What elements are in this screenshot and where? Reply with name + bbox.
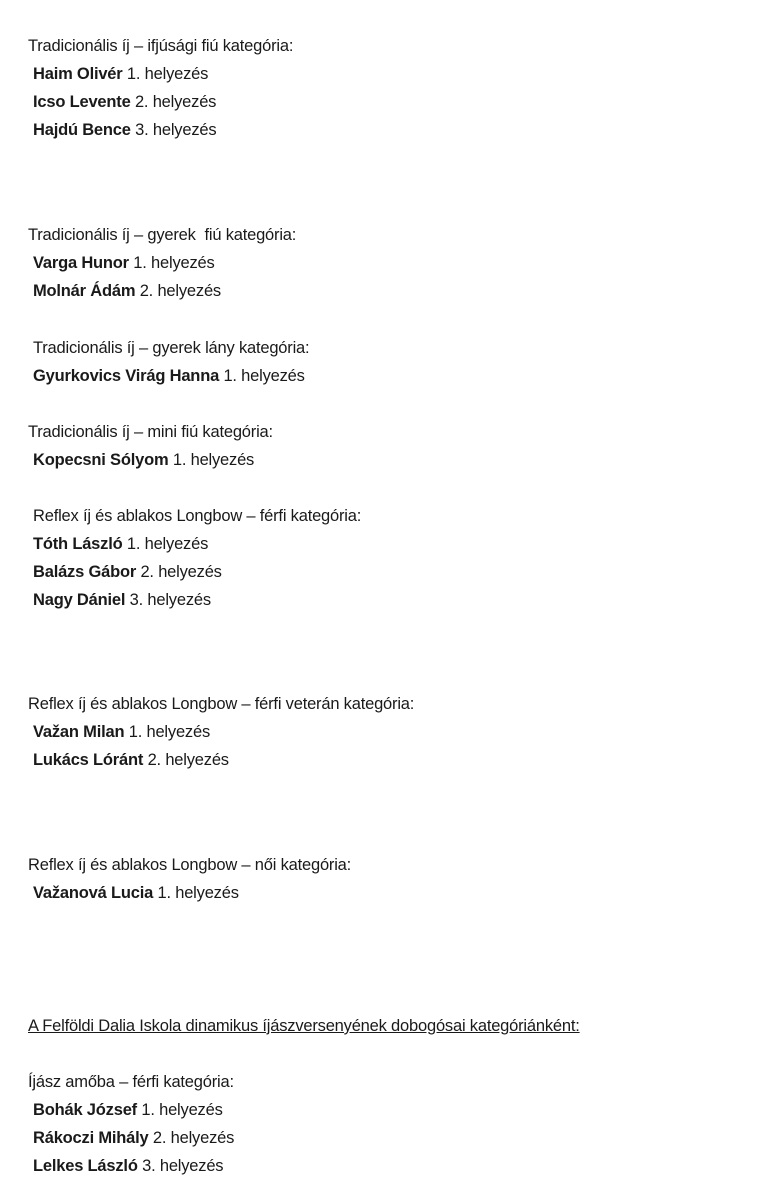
- placement: 3. helyezés: [129, 591, 211, 609]
- result-row: [33, 366, 305, 386]
- placement: 1. helyezés: [133, 254, 215, 272]
- placement: 1. helyezés: [141, 1101, 223, 1119]
- competitor-name: Tóth László: [33, 535, 123, 553]
- competitor-name: Gyurkovics Virág Hanna: [33, 367, 220, 385]
- category-heading: Tradicionális íj – mini fiú kategória:: [28, 423, 273, 441]
- placement: 3. helyezés: [135, 121, 217, 139]
- placement: 1. helyezés: [126, 65, 209, 83]
- competitor-name: Nagy Dániel: [33, 591, 126, 609]
- category-heading: Tradicionális íj – gyerek lány kategória:: [33, 339, 310, 357]
- placement: 2. helyezés: [152, 1129, 235, 1147]
- placement: 1. helyezés: [172, 451, 255, 469]
- competitor-name: Bohák József: [33, 1101, 137, 1119]
- result-row: [33, 253, 215, 273]
- section-title: A Felföldi Dalia Iskola dinamikus íjászversenyének dobogósai kategóriánként:: [28, 1017, 580, 1035]
- competitor-name: Molnár Ádám: [33, 282, 136, 300]
- placement: 3. helyezés: [142, 1157, 224, 1175]
- result-row: [33, 450, 254, 470]
- competitor-name: Kopecsni Sólyom: [33, 451, 169, 469]
- result-row: [33, 92, 216, 112]
- result-row: [33, 1100, 223, 1120]
- competitor-name: Lukács Lóránt: [33, 751, 144, 769]
- category-heading: Tradicionális íj – gyerek fiú kategória:: [28, 226, 297, 244]
- placement: 2. helyezés: [140, 563, 222, 581]
- result-row: [33, 281, 221, 301]
- result-row: [33, 534, 208, 554]
- category-heading: Íjász amőba – férfi kategória:: [28, 1073, 234, 1091]
- result-row: [33, 562, 222, 582]
- category-heading: Reflex íj és ablakos Longbow – férfi kategória:: [33, 507, 362, 525]
- result-row: [33, 722, 210, 742]
- result-row: [33, 590, 211, 610]
- category-heading: Tradicionális íj – ifjúsági fiú kategória:: [28, 37, 294, 55]
- placement: 2. helyezés: [139, 282, 221, 300]
- competitor-name: Hajdú Bence: [33, 121, 131, 139]
- placement: 1. helyezés: [126, 535, 209, 553]
- placement: 1. helyezés: [223, 367, 305, 385]
- result-row: [33, 1156, 223, 1176]
- result-row: [33, 64, 208, 84]
- placement: 1. helyezés: [157, 884, 239, 902]
- placement: 2. helyezés: [134, 93, 217, 111]
- placement: 2. helyezés: [147, 751, 229, 769]
- competitor-name: Rákoczi Mihály: [33, 1129, 149, 1147]
- category-heading: Reflex íj és ablakos Longbow – női kategória:: [28, 856, 352, 874]
- competitor-name: Važan Milan: [33, 723, 125, 741]
- competitor-name: Haim Olivér: [33, 65, 123, 83]
- result-row: [33, 750, 229, 770]
- result-row: [33, 883, 239, 903]
- competitor-name: Važanová Lucia: [33, 884, 154, 902]
- result-row: [33, 120, 216, 140]
- category-heading: Reflex íj és ablakos Longbow – férfi veterán kategória:: [28, 695, 415, 713]
- result-row: [33, 1128, 234, 1148]
- competitor-name: Varga Hunor: [33, 254, 129, 272]
- competitor-name: Balázs Gábor: [33, 563, 137, 581]
- competitor-name: Icso Levente: [33, 93, 131, 111]
- placement: 1. helyezés: [128, 723, 211, 741]
- competitor-name: Lelkes László: [33, 1157, 138, 1175]
